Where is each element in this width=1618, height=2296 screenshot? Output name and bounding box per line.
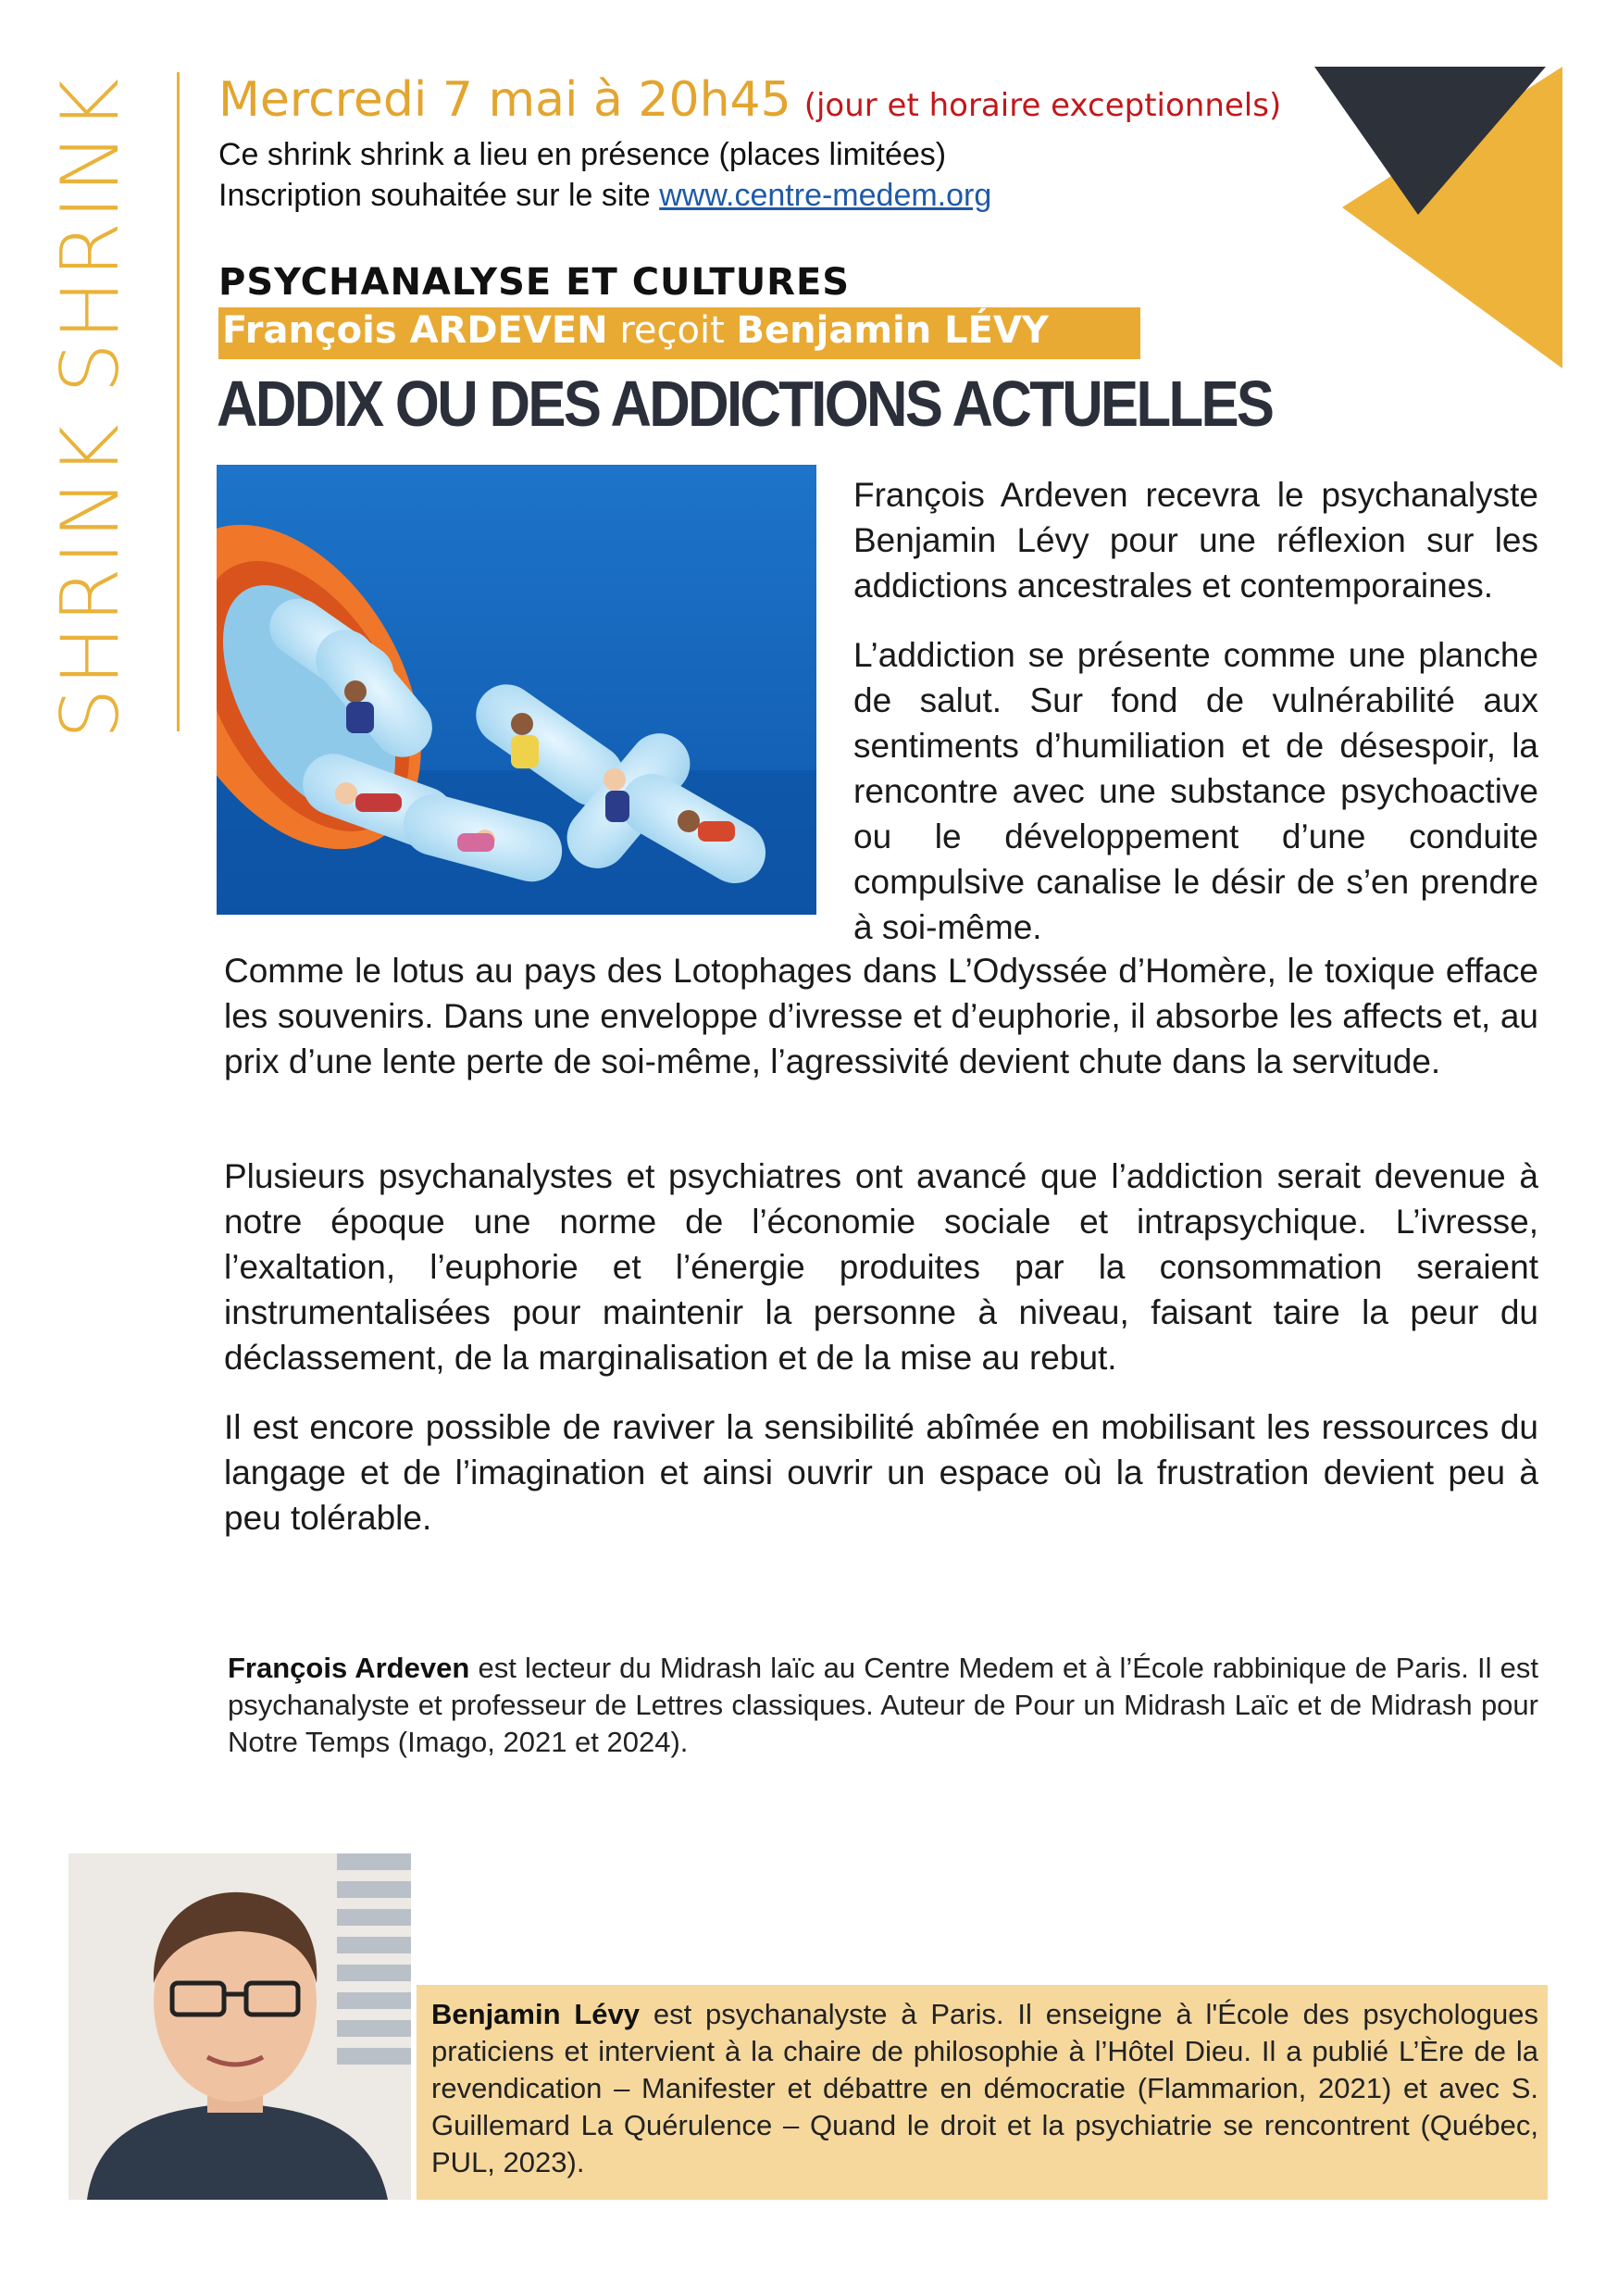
host-line — [222, 309, 1049, 352]
bio-levy-name: Benjamin Lévy — [431, 1998, 641, 2030]
guest-name: Benjamin LÉVY — [736, 309, 1049, 352]
portrait-photo — [68, 1853, 411, 2200]
bio-levy — [431, 1996, 1538, 2181]
presence-info: Ce shrink shrink a lieu en présence (places limitées) — [218, 137, 947, 172]
series-label — [17, 74, 165, 741]
event-date: Mercredi 7 mai à 20h45 — [218, 72, 791, 128]
event-date-note: (jour et horaire exceptionnels) — [803, 87, 1282, 124]
decorative-triangles — [1314, 67, 1562, 368]
series-divider — [177, 72, 180, 731]
rubric-title: PSYCHANALYSE ET CULTURES — [218, 261, 851, 304]
bio-ardeven-text: est lecteur du Midrash laïc au Centre Medem et à l’École rabbinique de Paris. Il est psychanalyste et professeur de Lettres classiques. Auteur de Pour un Midrash Laïc et de Midrash pour Notre Temps (Imago, 2021 et 2024). — [228, 1652, 1538, 1758]
inscription-info — [218, 178, 991, 214]
series-label-text: SHRINK SHRINK — [44, 75, 137, 740]
site-link[interactable]: www.centre-medem.org — [659, 178, 992, 213]
bio-ardeven-name: François Ardeven — [228, 1652, 470, 1684]
addiction-illustration — [217, 465, 816, 915]
body-paragraph: Plusieurs psychanalystes et psychiatres ont avancé que l’addiction serait devenue à notre époque une norme de l’économie sociale et intrapsychique. L’ivresse, l’exaltation, l’euphorie et l’énergie produites par la consommation seraient instrumentalisées pour maintenir la personne à niveau, faisant taire la peur du déclassement, de la marginalisation et de la mise au rebut. — [224, 1157, 1538, 1377]
event-date-line — [218, 72, 1281, 128]
body-paragraph: Il est encore possible de raviver la sensibilité abîmée en mobilisant les ressources du langage et de l’imagination et ainsi ouvrir un espace où la frustration devient peu à peu tolérable. — [224, 1408, 1538, 1537]
main-title: ADDIX OU DES ADDICTIONS ACTUELLES — [217, 368, 1273, 440]
bio-ardeven — [228, 1650, 1538, 1761]
body-paragraph: L’addiction se présente comme une planche de salut. Sur fond de vulnérabilité aux sentiments d’humiliation et de désespoir, la rencontre avec une substance psychoactive ou le développement d’une conduite compulsive canalise le désir de s’en prendre à soi-même. — [853, 636, 1538, 946]
host-name: François ARDEVEN — [222, 309, 608, 352]
body-paragraph: François Ardeven recevra le psychanalyste Benjamin Lévy pour une réflexion sur les addictions ancestrales et contemporaines. — [853, 476, 1538, 605]
inscription-prefix: Inscription souhaitée sur le site — [218, 178, 660, 213]
body-paragraph: Comme le lotus au pays des Lotophages dans L’Odyssée d’Homère, le toxique efface les souvenirs. Dans une enveloppe d’ivresse et d’euphorie, il absorbe les affects et, au prix d’une lente perte de soi-même, l’agressivité devient chute dans la servitude. — [224, 952, 1538, 1080]
host-receives: reçoit — [619, 309, 725, 352]
bio-levy-text: est psychanalyste à Paris. Il enseigne à l'École des psychologues praticiens et intervient à la chaire de philosophie à l’Hôtel Dieu. Il a publié L’Ère de la revendication – Manifester et débattre en démocratie (Flammarion, 2021) et avec S. Guillemard La Quérulence – Quand le droit et la psychiatrie se rencontrent (Québec, PUL, 2023). — [431, 1998, 1538, 2178]
